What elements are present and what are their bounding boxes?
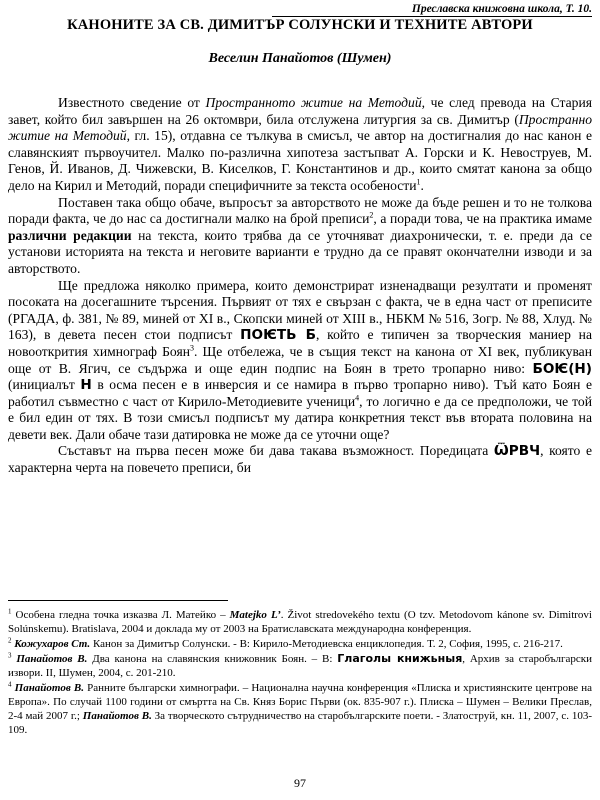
paragraph-3 bbox=[8, 278, 592, 444]
cited-author: Панайотов В. bbox=[16, 653, 88, 665]
cited-author: Панайотов В. bbox=[82, 710, 152, 722]
text-run: , Архив за старобългарски извори. II, Шумен, 2004, с. 201-210. bbox=[8, 653, 593, 679]
footnote-number: 2 bbox=[8, 636, 12, 645]
running-head: Преславска книжовна школа, Т. 10. bbox=[272, 2, 592, 17]
article-title: КАНОНИТЕ ЗА СВ. ДИМИТЪР СОЛУНСКИ И ТЕХНИТЕ АВТОРИ bbox=[67, 17, 533, 33]
text-run: Поставен така общо обаче, въпросът за авторството не може да бъде решен и то не толкова поради факта, че до нас са достигнали малко на брой преписи bbox=[8, 194, 592, 227]
footnotes bbox=[8, 608, 592, 738]
text-run: Известното сведение от bbox=[58, 95, 206, 110]
text-run: , която е характерна черта на повечето преписи, би bbox=[8, 443, 592, 476]
article-body bbox=[8, 95, 592, 477]
text-run: . Ще отбележа, че в същия текст на канона от XI век, публикуван още от В. Ягич, се съдържа и още един подпис на Боян в трето тропарно ниво: bbox=[8, 343, 592, 376]
text-run: Два канона на славянския книжовник Боян. – В: bbox=[87, 653, 338, 665]
paragraph-4 bbox=[8, 443, 592, 476]
text-run: , гл. 15), отдавна се тълкува в смисъл, че автор на достигналия до нас канон е славянският първоучител. Малко по-различна хипотеза застъпват А. Горски и К. Невоструев, М. Генов, Й. Иванов, Д. Чижевски, В. Киселков, Г. Константинов и др., които смятат канона за общо дело на Кирил и Методий, поради специфичните за текста особености bbox=[8, 128, 592, 193]
article-author: Веселин Панайотов (Шумен) bbox=[208, 51, 392, 66]
italic-title-ref: Пространното житие на Методий bbox=[205, 95, 422, 110]
paragraph-2 bbox=[8, 195, 592, 278]
footnote-number: 3 bbox=[8, 651, 12, 660]
text-run: , че след превода на Стария завет, който бил завършен на 26 октомври, била отслужена литургия за св. Димитър ( bbox=[8, 95, 593, 127]
text-run: Особена гледна точка изказва Л. Матейко – bbox=[11, 609, 230, 621]
footnote-ref-4[interactable]: 4 bbox=[355, 393, 360, 403]
cited-author: Matejko L’ bbox=[229, 609, 281, 621]
text-run: . Život stredovekého textu (O tzv. Metodovom kánone sv. Dimitrovi Solúnskemu). Bratislava, 2004 и доклада му от 2003 на Братиславската международна конференция. bbox=[8, 609, 592, 635]
footnote-3 bbox=[8, 652, 592, 680]
text-run: в осма песен е в инверсия и се намира в първо тропарно ниво). Тъй като Боян е работил съвместно с част от Кирило-Методиевите ученици bbox=[8, 377, 592, 409]
text-run: , то логично е да се предположи, че той е бил един от тях. В този смисъл подписът му датира конкретния текст във втората половина на девети век. Дали обаче тази датировка не може да се уточни още? bbox=[8, 393, 592, 442]
text-run: . bbox=[420, 177, 424, 193]
footnote-4 bbox=[8, 681, 592, 737]
footnote-ref-3[interactable]: 3 bbox=[190, 343, 194, 353]
text-run: За творческото сътрудничество на старобългарските поети. - Златоструй, кн. 11, 2007, с. 103-109. bbox=[8, 710, 592, 736]
footnote-2 bbox=[8, 637, 592, 651]
text-run: , който е типичен за творческия маниер на новооткрития химнограф Боян bbox=[8, 327, 592, 359]
old-slavonic-title: Глаголы книжьныя bbox=[337, 652, 463, 665]
text-run: , а поради това, че на практика имаме bbox=[373, 211, 593, 227]
cited-author: Панайотов В. bbox=[14, 682, 84, 694]
text-run: на текста, които трябва да се уточняват диахронически, т. е. преди да се установи историята на текста и неговите варианти е трудно да се правят окончателни изводи и за авторството. bbox=[8, 227, 592, 276]
text-run: Съставът на първа песен може би дава такава възможност. Поредицата bbox=[58, 443, 494, 459]
old-slavonic-signature: БОѤ(Н) bbox=[532, 360, 592, 377]
footnote-1 bbox=[8, 608, 592, 636]
old-slavonic-signature: ПОѤТЬ Б bbox=[240, 327, 316, 344]
cited-author: Кожухаров Ст. bbox=[14, 638, 91, 650]
footnote-number: 4 bbox=[8, 680, 12, 689]
text-run: Ще предложа няколко примера, които демонстрират изненадващи резултати и променят посоката на досегашните търсения. Първият от тях е свързан с факта, че в една част от преписите (РГАДА, ф. 381, № 89, миней от XI в., Скопски миней от XIII в., НБКМ № 516, Зогр. № 88, Хлуд. № 163), в девета песен стои подписът bbox=[8, 277, 592, 343]
footnote-ref-2[interactable]: 2 bbox=[369, 210, 374, 220]
footnote-separator bbox=[8, 600, 228, 601]
bold-emphasis: различни редакции bbox=[8, 227, 132, 243]
text-run: (инициалът bbox=[8, 377, 81, 393]
text-run: Ранните български химнографи. – Национална научна конференция «Плиска и християнските центрове на Европа». По случай 1100 години от смъртта на Св. Княз Борис Първи (ок. 835-907 г.). Плиска – Шумен – Велики Преслав, 2-4 май 2007 г.; bbox=[8, 682, 593, 722]
text-run: Канон за Димитър Солунски. - В: Кирило-Методиевска енциклопедия. Т. 2, София, 1995, с. 216-217. bbox=[90, 638, 563, 650]
page-number: 97 bbox=[294, 776, 306, 790]
footnote-number: 1 bbox=[8, 607, 12, 616]
old-slavonic-initial: Н bbox=[80, 377, 92, 394]
italic-title-ref: Пространно житие на Методий bbox=[8, 111, 592, 144]
footnote-ref-1[interactable]: 1 bbox=[416, 177, 421, 187]
paragraph-1 bbox=[8, 95, 592, 195]
old-slavonic-sequence: ѾРВЧ bbox=[493, 443, 541, 460]
